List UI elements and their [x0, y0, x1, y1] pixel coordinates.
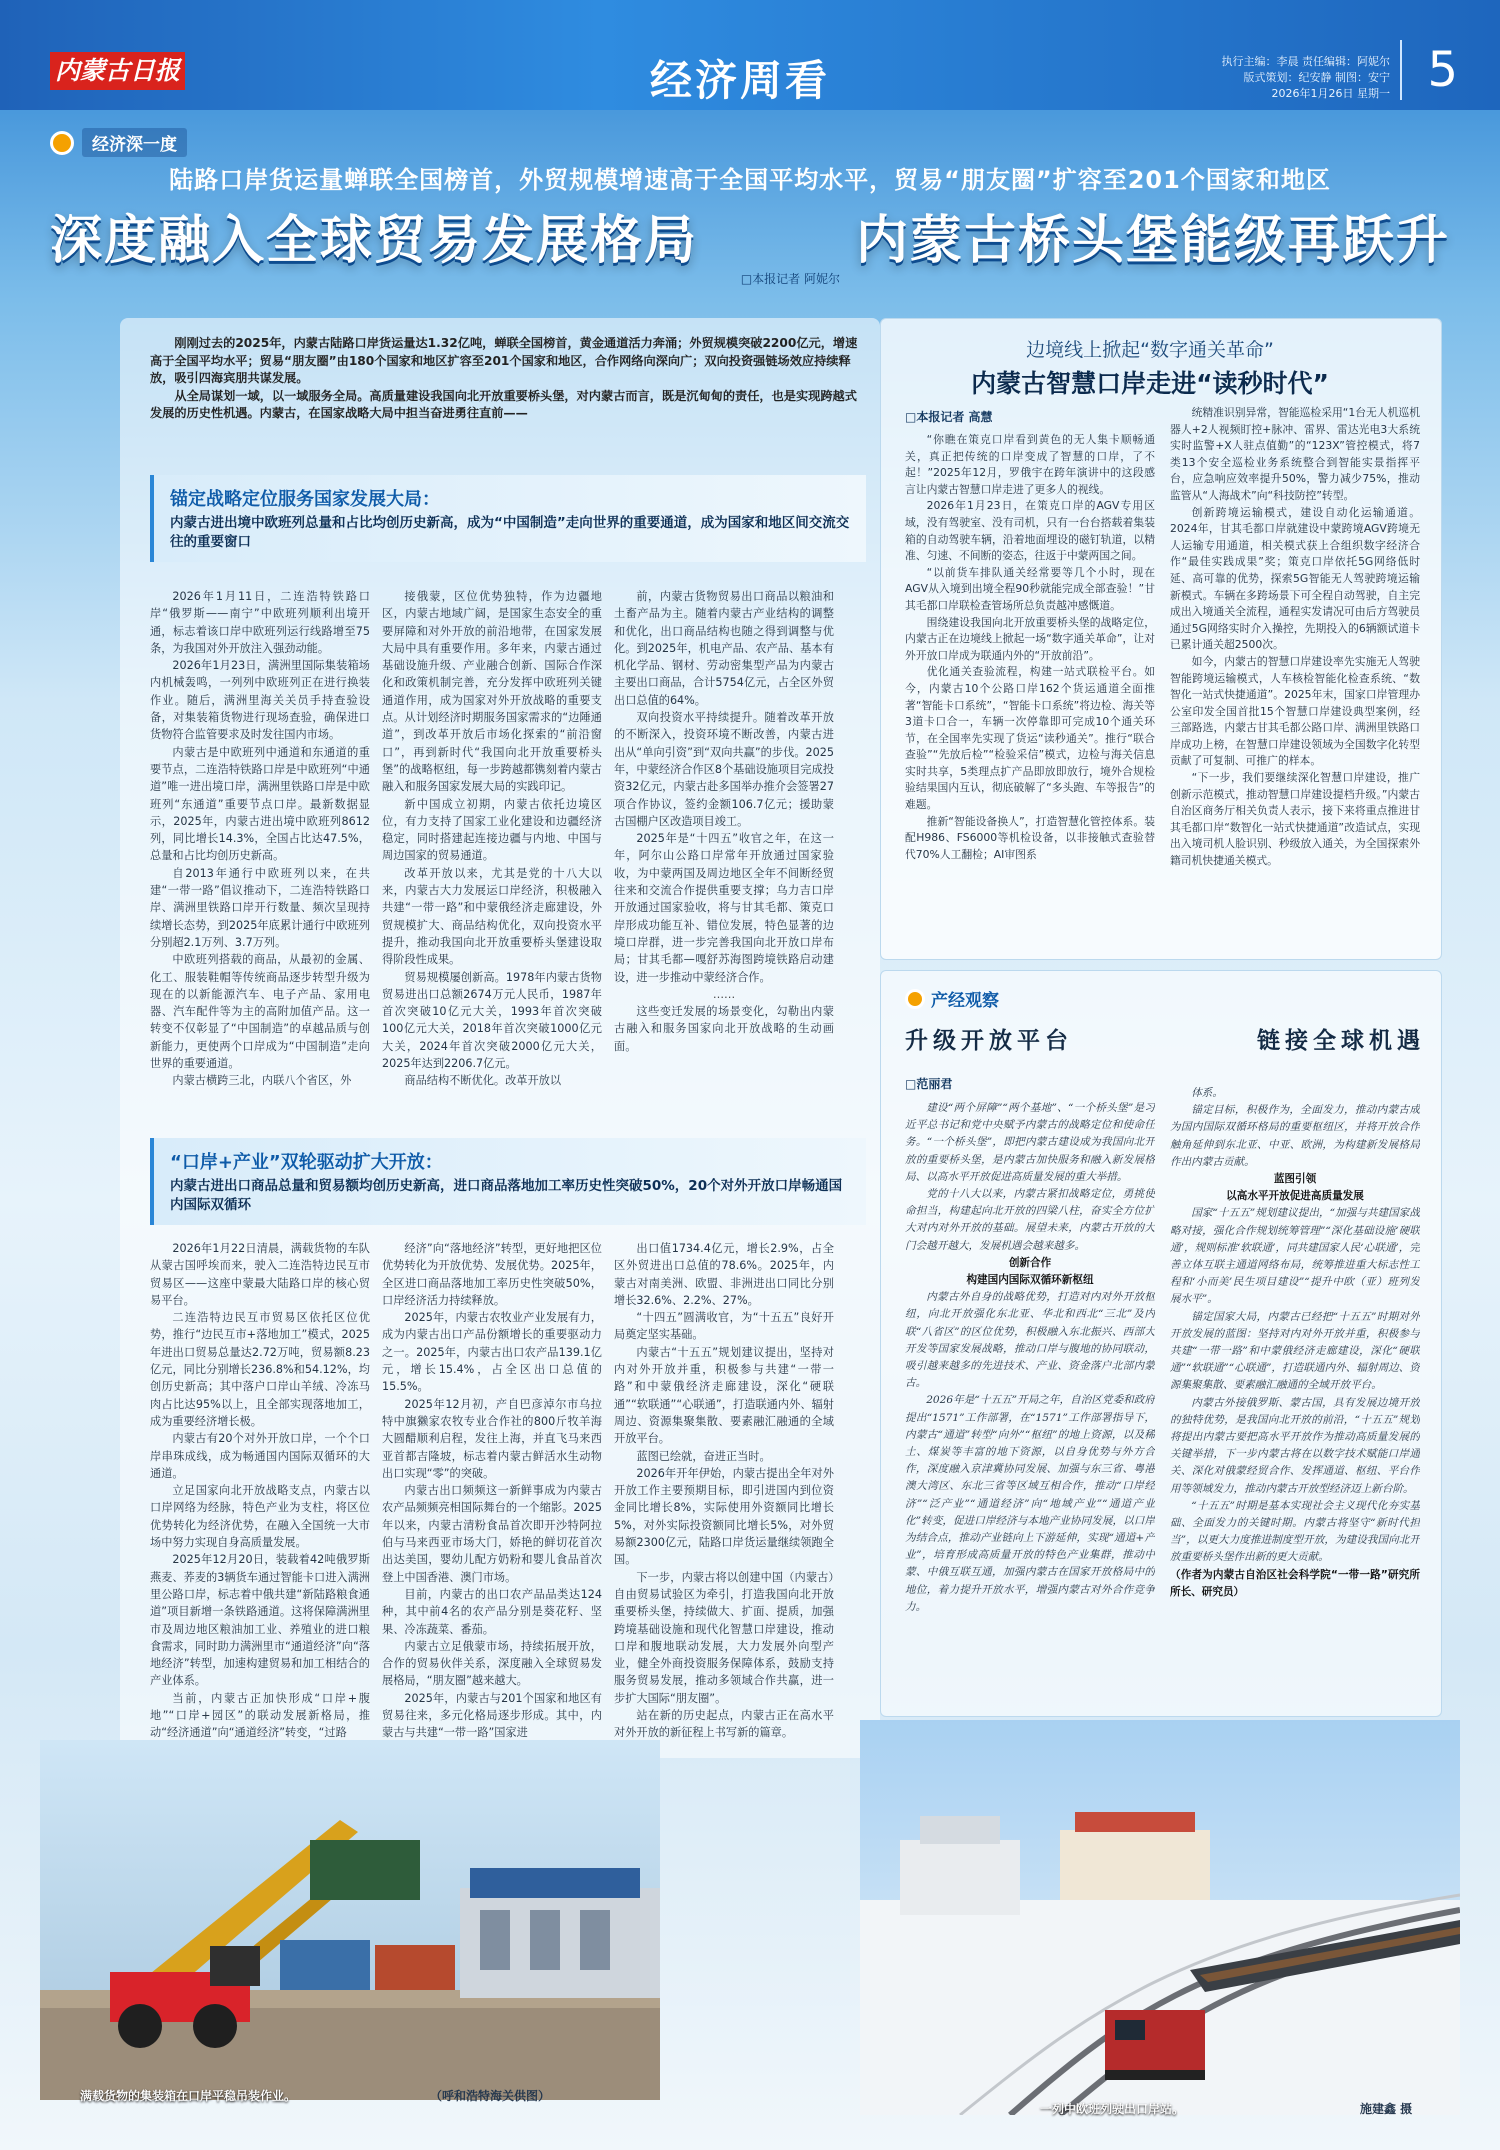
headline-right: 内蒙古桥头堡能级再跃升	[855, 210, 1450, 271]
target-icon	[50, 131, 74, 155]
sidebar-byline: □本报记者 高慧	[905, 410, 993, 424]
paragraph: 中欧班列搭载的商品，从最初的金属、化工、服装鞋帽等传统商品逐步转型升级为现在的以新能源汽车、电子产品、家用电器、汽车配件等为主的高附加值产品。这一转变不仅彰显了“中国制造”的卓越品质与创新能力，更使两个口岸成为“中国制造”走向世界的重要通道。	[150, 953, 370, 1071]
paragraph: 锚定目标，积极作为，全面发力，推动内蒙古成为国内国际双循环格局的重要枢纽区，并将开放合作触角延伸到东北亚、中亚、欧洲，为构建新发展格局作出内蒙古贡献。	[1170, 1104, 1420, 1168]
masthead	[0, 0, 1500, 110]
paragraph: 2025年12月初，产自巴彦淖尔市乌拉特中旗獭家农牧专业合作社的800斤牧羊海大圆醋顺利启程，发往上海，并直飞马来西亚首都吉隆坡，标志着内蒙古鲜活水生动物出口实现“零”的突破。	[382, 1397, 602, 1480]
main-byline: □本报记者 阿妮尔	[740, 272, 840, 286]
lead-paragraphs	[150, 335, 860, 457]
paragraph: 内蒙古立足俄蒙市场，持续拓展开放，合作的贸易伙伴关系，深度融入全球贸易发展格局，“朋友圈”越来越大。	[382, 1639, 602, 1688]
paragraph: 当前，内蒙古正加快形成“口岸+腹地”“口岸+园区”的联动发展新格局，推动“经济通道”向“通道经济”转变，“过路	[150, 1691, 370, 1740]
paragraph: “下一步，我们要继续深化智慧口岸建设，推广创新示范模式，推动智慧口岸建设提档升级。”内蒙古自治区商务厅相关负责人表示，接下来将重点推进甘其毛都口岸“数智化一站式快捷通道”改造试点，实现出入境司机人脸识别、秒级放入通关，为全国探索外籍司机快捷通关模式。	[1170, 771, 1420, 868]
paragraph: 自2013年通行中欧班列以来，在共建“一带一路”倡议推动下，二连浩特铁路口岸、满洲里铁路口岸开行数量、频次呈现持续增长态势，到2025年底累计通行中欧班列分别超2.1万列、3.7万列。	[150, 866, 370, 949]
section2-column-3	[614, 1240, 834, 1740]
paragraph: 推新“智能设备换人”，打造智慧化管控体系。装配H986、FS6000等机检设备，以非接触式查验替代70%人工翻检；AI审图系	[905, 814, 1155, 861]
paragraph: 创新跨境运输模式，建设自动化运输通道。2024年，甘其毛都口岸就建设中蒙跨境AGV跨境无人运输专用通道，相关模式获上合组织数字经济合作“最佳实践成果”奖；策克口岸依托5G网络低时延、高可靠的优势，探索5G智能无人驾驶跨境运输新模式。车辆在多跨场景下可全程自动驾驶，自主完成出入境通关全流程，通程实发请况可由后方驾驶员通过5G网络实时介入操控，先期投入的6辆额试道卡已累计通关超2500次。	[1170, 505, 1420, 652]
paragraph: 体系。	[1191, 1087, 1223, 1099]
subheading: 构建国内国际双循环新枢纽	[966, 1274, 1094, 1287]
paragraph: 围绕建设我国向北开放重要桥头堡的战略定位，内蒙古正在边境线上掀起一场“数字通关革命”，让对外开放口岸成为联通内外的“开放前沿”。	[905, 615, 1155, 662]
paragraph: 接俄蒙，区位优势独特，作为边疆地区，内蒙古地域广阔，是国家生态安全的重要屏障和对外开放的前沿地带，在国家发展大局中具有重要作用。多年来，内蒙古通过基础设施升级、产业融合创新、国际合作深化和政策机制完善，充分发挥中欧班列关键通道作用，成为国家对外开放战略的重要支点。从计划经济时期服务国家需求的“边陲通道”，到改革开放后市场化探索的“前沿窗口”，再到新时代“我国向北开放重要桥头堡”的战略枢纽，每一步跨越都镌刻着内蒙古融入和服务国家发展大局的实践印记。	[382, 590, 602, 794]
issue-date: 2026年1月26日 星期一	[1271, 87, 1390, 100]
left-photo-caption: 满载货物的集装箱在口岸平稳吊装作业。	[80, 2089, 297, 2103]
paragraph: 2026年1月23日，在策克口岸的AGV专用区域，没有驾驶室、没有司机，只有一台台搭载着集装箱的自动驾驶车辆，沿着地面埋设的磁钉轨道，以精准、匀速、不间断的姿态，往返于中蒙两国之间。	[905, 499, 1155, 563]
column-tag	[50, 128, 187, 157]
industry-title	[905, 1022, 1425, 1055]
paragraph: 内蒙古“十五五”规划建议提出，坚持对内对外开放并重，积极参与共建“一带一路”和中蒙俄经济走廊建设，深化“硬联通”“软联通”“心联通”，打造联通内外、辐射周边、资源集聚集散、要素融汇融通的全域开放平台。	[614, 1345, 834, 1446]
editor-line: 执行主编：李晨 责任编辑：阿妮尔	[1221, 55, 1390, 68]
newspaper-logo: 内蒙古日报	[50, 52, 185, 90]
paragraph: 商品结构不断优化。改革开放以	[404, 1074, 562, 1088]
subheading: 以高水平开放促进高质量发展	[1226, 1190, 1364, 1203]
paragraph: “你瞧在策克口岸看到黄色的无人集卡顺畅通关，真正把传统的口岸变成了智慧的口岸，了不起！”2025年12月，罗俄宇在跨年演讲中的这段感言让内蒙古智慧口岸走进了更多人的视线。	[905, 433, 1155, 496]
designer-line: 版式策划：纪安静 制图：安宁	[1243, 71, 1390, 84]
paragraph: 2026年开年伊始，内蒙古提出全年对外开放工作主要预期目标，即引进国内到位资金同比增长8%，实际使用外资额同比增长5%，对外实际投资额同比增长5%，对外贸易额2300亿元，陆路口岸货运量继续领跑全国。	[614, 1466, 834, 1567]
paragraph: 2025年，内蒙古与201个国家和地区有贸易往来，多元化格局逐步形成。其中，内蒙古与共建“一带一路”国家进	[382, 1691, 602, 1740]
paragraph: 统精准识别异常，智能巡检采用“1台无人机巡机器人+2人视频盯控+脉冲、雷界、雷达光电3大系统实时监警+X人驻点值勤”的“123X”管控模式，将7类13个安全巡检业务系统整合到智能实景指挥平台，应急响应效率提升50%，警力减少75%，推动监管从“人海战术”向“科技防控”转型。	[1170, 406, 1420, 502]
port-crane-photo	[40, 1740, 660, 2100]
paragraph: 内蒙古外接俄罗斯、蒙古国，具有发展边境开放的独特优势，是我国向北开放的前沿，“十五五”规划将提出内蒙古要把高水平开放作为推动高质量发展的关键举措，下一步内蒙古将在以数字技术赋能口岸通关、深化对俄蒙经贸合作、发挥通道、枢纽、平台作用等领域发力，推动内蒙古开放型经济迈上新台阶。	[1170, 1396, 1420, 1495]
train-illustration	[860, 1720, 1460, 2115]
section2-column-1	[150, 1240, 370, 1760]
section2-subtitle: 内蒙古进出口商品总量和贸易额均创历史新高，进口商品落地加工率历史性突破50%，20个对外开放口岸畅通国内国际双循环	[170, 1178, 843, 1213]
main-headline	[50, 198, 1450, 273]
section2-title: “口岸+产业”双轮驱动扩大开放：	[170, 1152, 443, 1173]
paragraph: 建设“两个屏障”“两个基地”、“一个桥头堡”是习近平总书记和党中央赋予内蒙古的战略定位和使命任务。“一个桥头堡”，即把内蒙古建设成为我国向北开放的重要桥头堡，是内蒙古加快服务和融入新发展格局、以高水平开放促进高质量发展的重大举措。	[905, 1102, 1155, 1183]
paragraph: 2026年1月22日清晨，满载货物的车队从蒙古国呼埃而来，驶入二连浩特边民互市贸易区——这座中蒙最大陆路口岸的核心贸易平台。	[150, 1242, 370, 1307]
paragraph: “十五五”时期是基本实现社会主义现代化夯实基础、全面发力的关键时期。内蒙古将坚守“新时代担当”，以更大力度推进制度型开放，为建设我国向北开放重要桥头堡作出新的更大贡献。	[1170, 1499, 1420, 1564]
section1-subtitle: 内蒙古进出境中欧班列总量和占比均创历史新高，成为“中国制造”走向世界的重要通道，成为国家和地区间交流交往的重要窗口	[170, 515, 850, 550]
paragraph: 2025年是“十四五”收官之年，在这一年，阿尔山公路口岸常年开放通过国家验收，为中蒙两国及周边地区全年不间断经贸往来和交流合作提供重要支撑；乌力吉口岸开放通过国家验收，将与甘其毛都、策克口岸形成功能互补、错位发展，特色显著的边境口岸群，进一步完善我国向北开放口岸布局；甘其毛都—嘎舒苏海图跨境铁路启动建设，进一步推动中蒙经济合作。	[614, 832, 834, 984]
industry-tag-label: 产经观察	[931, 991, 999, 1011]
ellipsis-separator: ……	[712, 987, 736, 1001]
industry-tag	[905, 986, 999, 1011]
industry-byline: □范丽君	[905, 1077, 953, 1091]
paragraph: 内蒙古横跨三北，内联八个省区，外	[172, 1074, 352, 1088]
paragraph: “十四五”圆满收官，为“十五五”良好开局奠定坚实基础。	[614, 1311, 834, 1342]
left-photo-credit: （呼和浩特海关供图）	[430, 2089, 551, 2103]
right-photo-credit: 施建鑫 摄	[1360, 2102, 1413, 2116]
paragraph: 优化通关查验流程，构建一站式联检平台。如今，内蒙古10个公路口岸162个货运通道全面推著“智能卡口系统”，“智能卡口系统”将边检、海关等3道卡口合一，车辆一次停靠即可完成10个通关环节，在全国率先实现了货运“读秒通关”。推行“联合查验”“先放后检”“检验采信”模式，边检与海关信息实时共享，5类理点扩产品即放即放行，境外合规检验结果国内互认，彻底破解了“多头跑、车等报告”的难题。	[905, 665, 1155, 812]
paragraph: 站在新的历史起点，内蒙古正在高水平对外开放的新征程上书写新的篇章。	[614, 1709, 834, 1740]
paragraph: 2026年1月23日，满洲里国际集装箱场内机械轰鸣，一列列中欧班列正在进行换装作业。随后，满洲里海关关员手持查验设备，对集装箱货物进行现场查验，确保进口货物符合监管要求及时发往国内市场。	[150, 659, 370, 742]
paragraph: 贸易规模屡创新高。1978年内蒙古货物贸易进出口总额2674万元人民币，1987年首次突破10亿元大关，1993年首次突破100亿元大关，2018年首次突破1000亿元大关，2024年首次突破2000亿元大关，2025年达到2206.7亿元。	[382, 970, 602, 1071]
right-photo-caption: 一列中欧班列驶出口岸站。	[1040, 2102, 1185, 2116]
section1-column-1	[150, 588, 370, 1120]
editorial-info	[1222, 54, 1391, 102]
paragraph: 内蒙古外自身的战略优势，打造对内对外开放枢纽，向北开放强化东北亚、华北和西北“三北”及内联“八省区”的区位优势，积极融入东北振兴、西部大开发等国家发展战略，推动口岸与腹地的协同联动，吸引越来越多的先进技术、产业、资金落户北部内蒙古。	[905, 1291, 1155, 1390]
headline-left: 深度融入全球贸易发展格局	[50, 210, 699, 271]
paragraph: 2025年，内蒙古农牧业产业发展有力，成为内蒙古出口产品份额增长的重要驱动力之一。2025年，内蒙古出口农产品139.1亿元，增长15.4%，占全区出口总值的15.5%。	[382, 1311, 602, 1394]
paragraph: 双向投资水平持续提升。随着改革开放的不断深入，投资环境不断改善，内蒙古进出从“单向引资”到“双向共赢”的步伐。2025年，中蒙经济合作区8个基础设施项目完成投资32亿元，内蒙古赴多国举办推介会签署27项合作协议，签约金额106.7亿元；援助蒙古国棚户区改造项目竣工。	[614, 711, 834, 828]
author-note: （作者为内蒙古自治区社会科学院“一带一路”研究所所长、研究员）	[1170, 1568, 1420, 1598]
subheading: 蓝图引领	[1273, 1173, 1317, 1186]
sidebar-column-1	[905, 432, 1155, 947]
section-name: 经济周看	[650, 56, 831, 105]
paragraph: “以前货车排队通关经常要等几个小时，现在AGV从入境到出境全程90秒就能完成全部查验！”甘其毛都口岸联检查管场所总负责越冲感慨道。	[905, 565, 1155, 612]
lead-paragraph: 从全局谋划一域，以一域服务全局。高质量建设我国向北开放重要桥头堡，对内蒙古而言，既是沉甸甸的责任，也是实现跨越式发展的历史性机遇。内蒙古，在国家战略大局中担当奋进勇往直前——	[150, 388, 857, 420]
paragraph: 内蒙古有20个对外开放口岸，一个个口岸串珠成线，成为畅通国内国际双循环的大通道。	[150, 1432, 370, 1480]
paragraph: 2026年是“十五五”开局之年，自治区党委和政府提出“1571”工作部署，在“1571”工作部署指导下，内蒙古“通道”转型“向外”“枢纽”的地上资源，以及稀土、煤炭等丰富的地下资源，以自身优势与外方合作，深度融入京津冀协同发展、加强与东三省、粤港澳大湾区、东北三省等区域互相合作，推动“口岸经济”“泛产业”“通道经济”向“地域产业”“通道产业化”转变，促进口岸经济与本地产业协同发展，以口岸为结合点，推动产业链向上下游延伸，实现“通道+产业”，培育形成高质量开放的特色产业集群，推动中蒙、中俄互联互通，加强内蒙古在国家开放格局中的地位，着力提升开放水平，增强内蒙古对外合作竞争力。	[905, 1394, 1155, 1613]
target-icon	[905, 989, 925, 1009]
paragraph: 2025年12月20日，装载着42吨俄罗斯燕麦、荞麦的3辆货车通过智能卡口进入满洲里公路口岸，标志着中俄共建“新陆路粮食通道”项目新增一条铁路通道。这将保障满洲里市及周边地区粮油加工业、养殖业的进口粮食需求，同时助力满洲里市“通道经济”向“落地经济”转型，加速构建贸易和加工相结合的产业体系。	[150, 1553, 370, 1688]
paragraph: 出口值1734.4亿元，增长2.9%，占全区外贸进出口总值的78.6%。2025年，内蒙古对南美洲、欧盟、非洲进出口同比分别增长32.6%、2.2%、27%。	[614, 1242, 834, 1307]
paragraph: 下一步，内蒙古将以创建中国（内蒙古）自由贸易试验区为牵引，打造我国向北开放重要桥头堡，持续做大、扩面、提质，加强跨境基础设施和现代化智慧口岸建设，推动口岸和腹地联动发展，大力发展外向型产业，健全外商投资服务保障体系，鼓励支持服务贸易发展，推动多领域合作共赢，进一步扩大国际“朋友圈”。	[614, 1570, 834, 1705]
freight-train-photo	[860, 1720, 1460, 2115]
section1-column-2	[382, 588, 602, 1120]
industry-title-right: 链接全球机遇	[1257, 1028, 1425, 1054]
crane-illustration	[40, 1740, 660, 2100]
page-number: 5	[1400, 40, 1458, 100]
paragraph: 经济”向“落地经济”转型，更好地把区位优势转化为开放优势、发展优势。2025年，全区进口商品落地加工率历史性突破50%，口岸经济活力持续释放。	[382, 1242, 602, 1307]
paragraph: 国家“十五五”规划建议提出，“加强与共建国家战略对接，强化合作规划统筹管理”“深化基础设施‘硬联通’，规则标准‘软联通’，同共建国家人民‘心联通’，完善立体互联主通道网络布局，统筹推进重大标志性工程和‘小而美’民生项目建设”“提升中欧（亚）班列发展水平”。	[1170, 1207, 1420, 1306]
industry-title-left: 升级开放平台	[905, 1028, 1073, 1054]
paragraph: 如今，内蒙古的智慧口岸建设率先实施无人驾驶智能跨境运输模式，人车核检智能化检查系统、“数智化一站式快捷通道”。2025年末，国家口岸管理办公室印发全国首批15个智慧口岸建设典型案例，经三部路选，内蒙古甘其毛都公路口岸、满洲里铁路口岸成功上榜，在智慧口岸建设领域为全国数字化转型贡献了可复制、可推广的样本。	[1170, 654, 1420, 768]
paragraph: 前，内蒙古货物贸易出口商品以粮油和土畜产品为主。随着内蒙古产业结构的调整和优化，出口商品结构也随之得到调整与优化。到2025年，机电产品、农产品、基本有机化学品、钢材、劳动密集型产品为内蒙古主要出口商品，合计5754亿元，占全区外贸出口总值的64%。	[614, 590, 834, 707]
paragraph: 2026年1月11日，二连浩特铁路口岸“俄罗斯——南宁”中欧班列顺利出境开通，标志着该口岸中欧班列运行线路增至75条，为我国对外开放注入强劲动能。	[150, 590, 370, 655]
column-tag-label: 经济深一度	[82, 128, 187, 157]
sidebar-kicker: 边境线上掀起“数字通关革命”	[1026, 339, 1274, 361]
paragraph: 内蒙古是中欧班列中通道和东通道的重要节点，二连浩特铁路口岸是中欧班列“中通道”唯一进出境口岸，满洲里铁路口岸是中欧班列“东通道”重要节点口岸。最新数据显示，2025年，内蒙古进出境中欧班列8612列，同比增长14.3%，全国占比达47.5%，总量和占比均创历史新高。	[150, 745, 370, 863]
section1-header	[150, 475, 866, 562]
section1-column-3	[614, 588, 834, 1120]
kicker-headline: 陆路口岸货运量蝉联全国榜首，外贸规模增速高于全国平均水平，贸易“朋友圈”扩容至201个国家和地区	[169, 166, 1331, 194]
section2-column-2	[382, 1240, 602, 1740]
sidebar-column-2	[1170, 405, 1420, 947]
paragraph: 锚定国家大局，内蒙古已经把“十五五”时期对外开放发展的蓝图：坚持对内对外开放并重，积极参与共建“一带一路”和中蒙俄经济走廊建设，深化“硬联通”“软联通”“心联通”，打造联通内外、辐射周边、资源集聚集散、要素融汇融通的全域开放平台。	[1170, 1310, 1420, 1392]
paragraph: 新中国成立初期，内蒙古依托边境区位，有力支持了国家工业化建设和边疆经济稳定，同时搭建起连接边疆与内地、中国与周边国家的贸易通道。	[382, 797, 602, 863]
subheading: 创新合作	[1008, 1256, 1052, 1269]
industry-column-2	[1170, 1085, 1420, 1700]
paragraph: 立足国家向北开放战略支点，内蒙古以口岸网络为经脉，特色产业为支柱，将区位优势转化为经济优势，在融入全国统一大市场中努力实现自身高质量发展。	[150, 1484, 370, 1550]
paragraph: 党的十八大以来，内蒙古紧扣战略定位，勇挑使命担当，构建起向北开放的四梁八柱，奋实全方位扩大对内对外开放的基础。展望未来，内蒙古开放的大门会越开越大，发展机遇会越来越多。	[905, 1188, 1155, 1252]
lead-paragraph: 刚刚过去的2025年，内蒙古陆路口岸货运量达1.32亿吨，蝉联全国榜首，黄金通道活力奔涌；外贸规模突破2200亿元，增速高于全国平均水平；贸易“朋友圈”由180个国家和地区扩容至201个国家和地区，合作网络向深向广；双向投资强链场效应持续释放，吸引四海宾朋共谋发展。	[150, 336, 858, 385]
industry-column-1	[905, 1100, 1155, 1700]
paragraph: 目前，内蒙古的出口农产品品类达124种，其中前4名的农产品分别是葵花籽、坚果、冷冻蔬菜、番茄。	[382, 1587, 602, 1636]
paragraph: 蓝图已绘就，奋进正当时。	[636, 1449, 771, 1463]
paragraph: 改革开放以来，尤其是党的十八大以来，内蒙古大力发展运口岸经济，积极融入共建“一带一路”和中蒙俄经济走廊建设，外贸规模扩大、商品结构优化，双向投资水平提升，推动我国向北开放重要桥头堡建设取得阶段性成果。	[382, 866, 602, 967]
sidebar-title: 内蒙古智慧口岸走进“读秒时代”	[971, 369, 1329, 398]
paragraph: 内蒙古出口频频这一新鲜事成为内蒙古农产品频频亮相国际舞台的一个缩影。2025年以来，内蒙古清粉食品首次即开沙特阿拉伯与马来西亚市场大门，娇艳的鲜切花首次出达美国，婴幼儿配方奶粉和婴儿食品首次登上中国香港、澳门市场。	[382, 1484, 602, 1584]
paragraph: 这些变迁发展的场景变化，勾勒出内蒙古融入和服务国家向北开放战略的生动画面。	[614, 1005, 834, 1053]
section2-header	[150, 1138, 866, 1225]
section1-title: 锚定战略定位服务国家发展大局：	[170, 489, 440, 510]
paragraph: 二连浩特边民互市贸易区依托区位优势，推行“边民互市+落地加工”模式，2025年进出口贸易总量达2.72万吨，贸易额8.23亿元，同比分别增长236.8%和54.12%，均创历史新高；其中落户口岸山羊绒、冷冻马肉占比达95%以上，且全部实现落地加工，成为重要经济增长极。	[150, 1311, 370, 1428]
